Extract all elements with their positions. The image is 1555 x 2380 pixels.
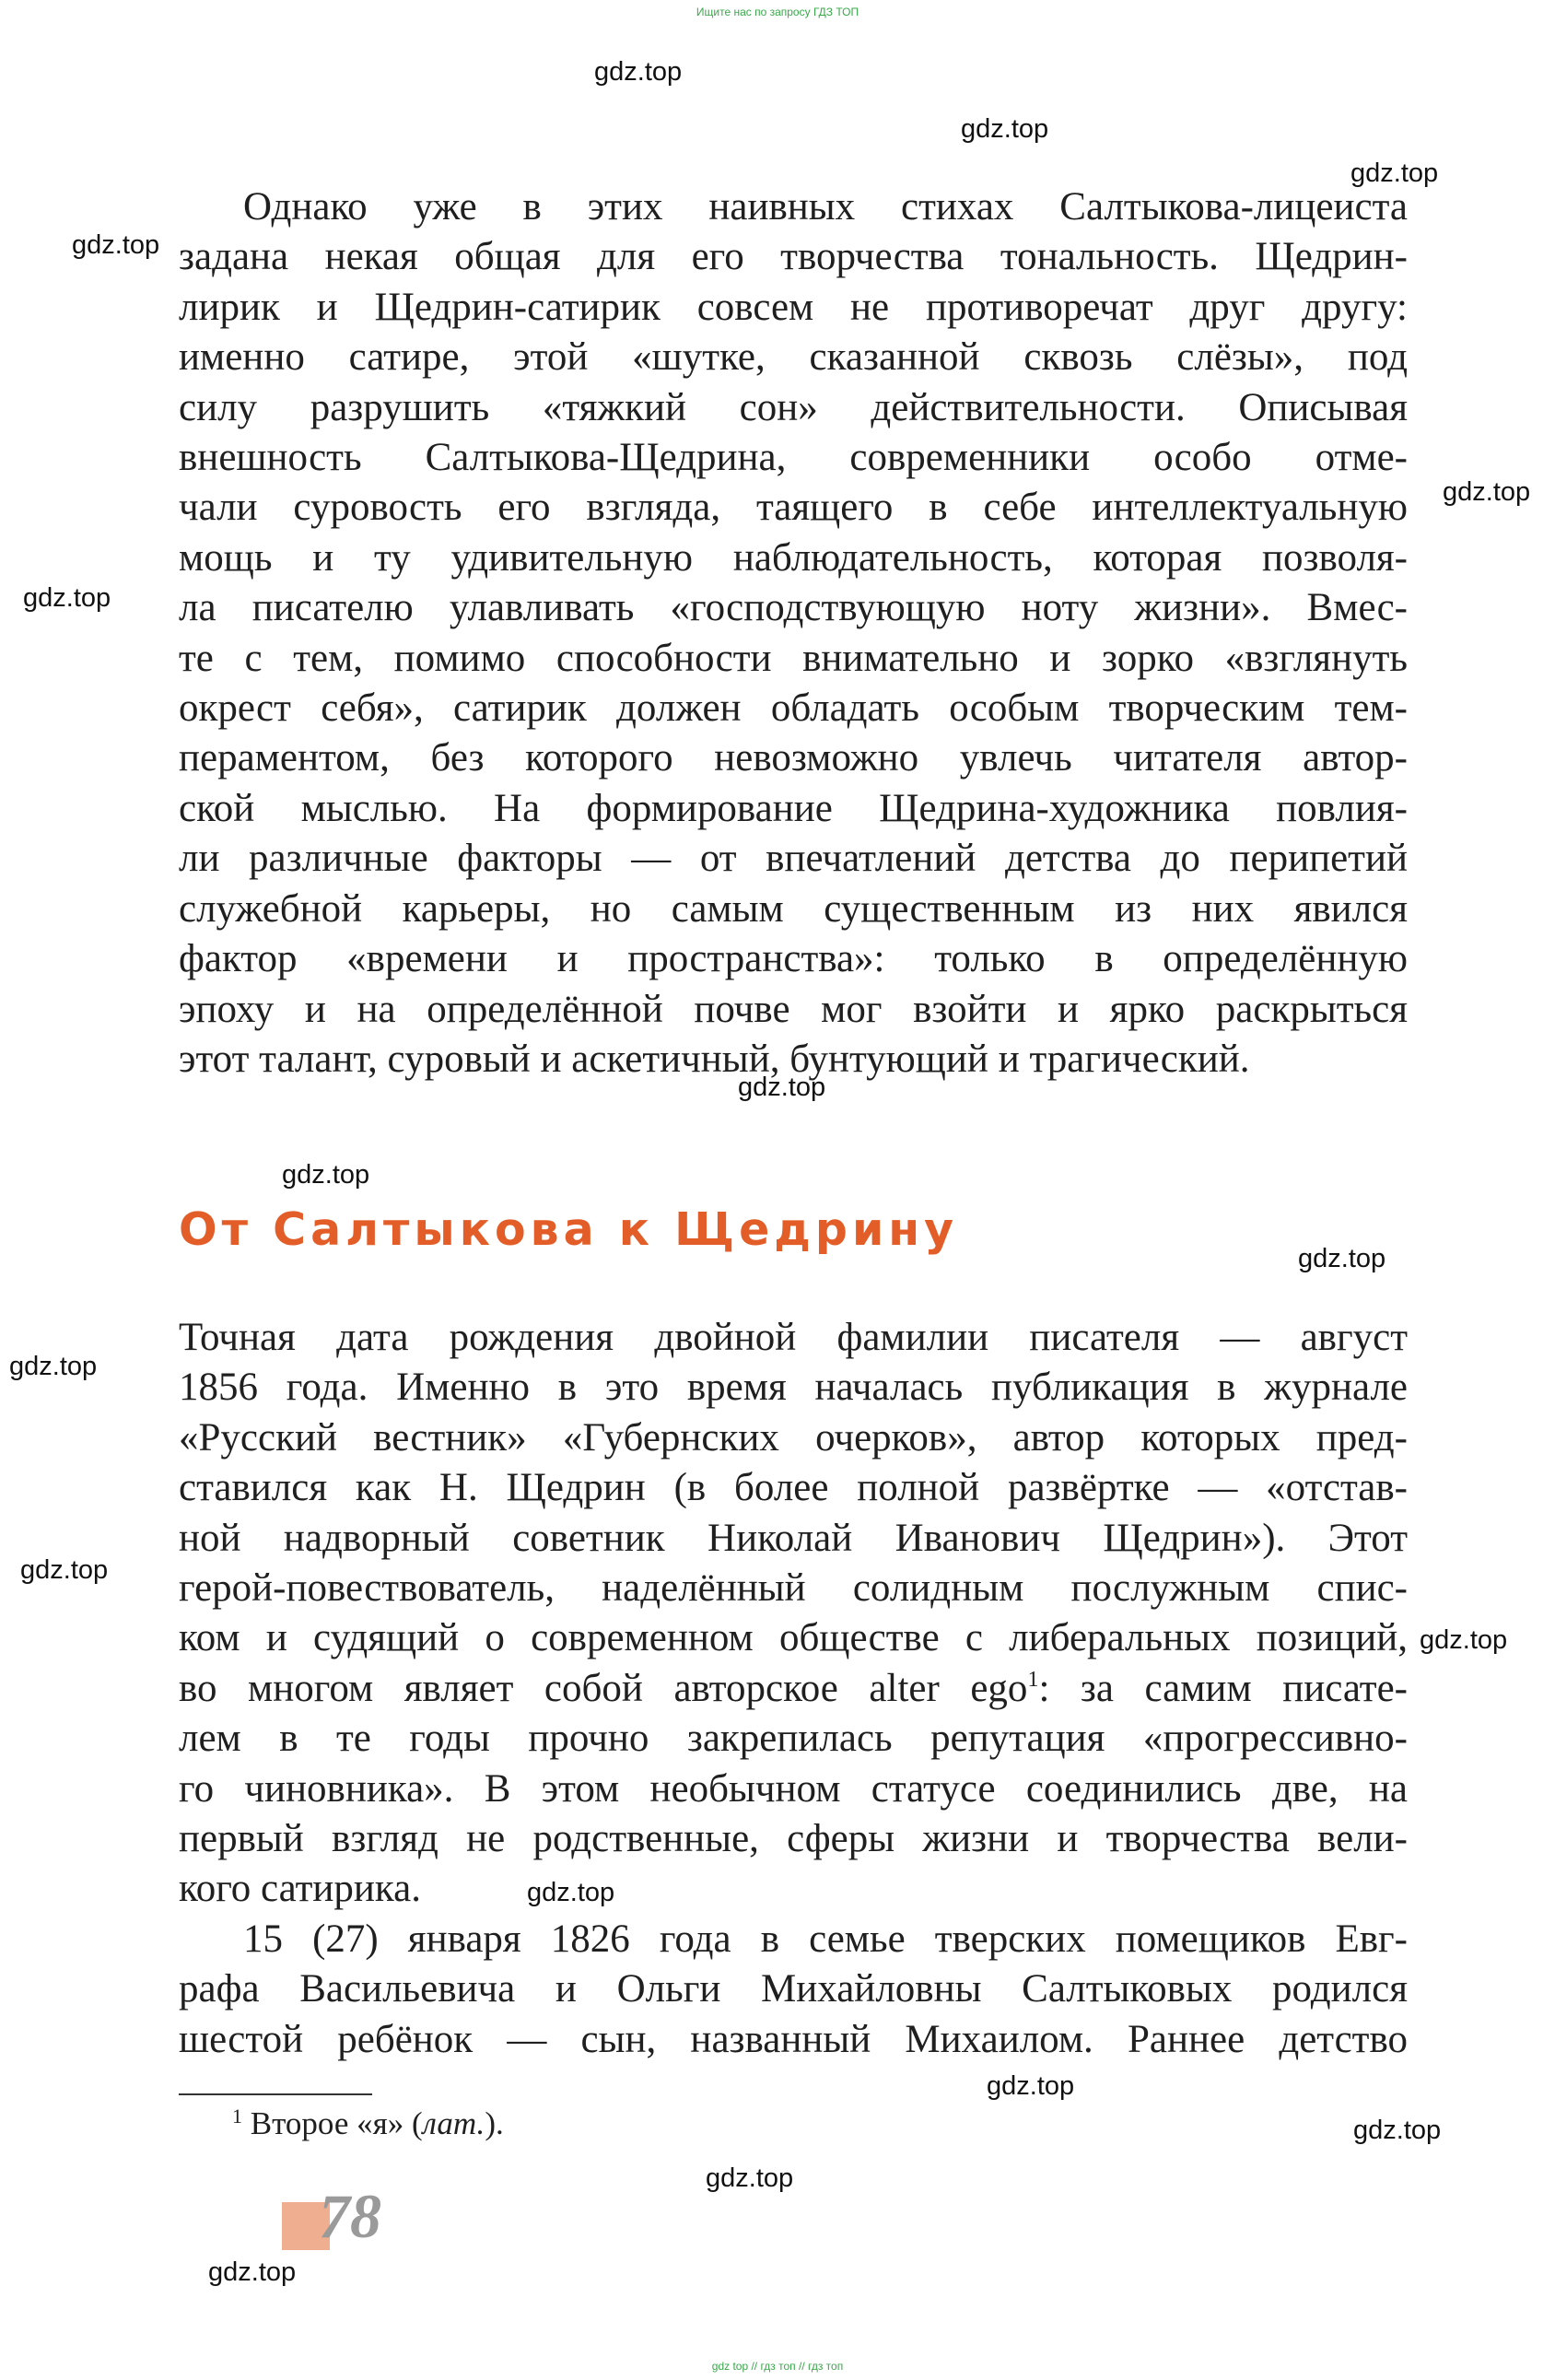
text-line: ной надворный советник Николай Иванович Щедрин»). Этот [179,1516,1408,1560]
text-line: пераментом, без которого невозможно увлечь читателя автор- [179,736,1408,780]
text-line: кого сатирика. [179,1867,421,1911]
watermark: gdz.top [594,57,683,87]
footnote-mark: 1 [232,2104,242,2128]
text-line [179,1664,1408,1714]
text-line: лирик и Щедрин-сатирик совсем не противоречат друг другу: [179,285,1408,329]
text-line: силу разрушить «тяжкий сон» действительности. Описывая [179,385,1408,429]
watermark: gdz.top [527,1878,615,1907]
text-line: «Русский вестник» «Губернских очерков», автор которых пред- [179,1415,1408,1460]
text-line: Однако уже в этих наивных стихах Салтыкова-лицеиста [243,185,1408,229]
watermark: gdz.top [1298,1244,1386,1273]
text-fragment: во многом являет собой авторское alter ego [179,1666,1028,1710]
text-line: внешность Салтыкова-Щедрина, современники особо отме- [179,436,1408,480]
text-line: рафа Васильевича и Ольги Михайловны Салтыковых родился [179,1967,1408,2011]
footnote [232,2104,504,2142]
text-line: 15 (27) января 1826 года в семье тверских помещиков Евг- [243,1917,1408,1961]
watermark: gdz.top [738,1073,826,1102]
footnote-text: Второе «я» ( [242,2105,423,2141]
text-line: ли различные факторы — от впечатлений детства до перипетий [179,837,1408,881]
watermark: gdz.top [706,2163,794,2193]
text-line: этот талант, суровый и аскетичный, бунтующий и трагический. [179,1037,1250,1081]
watermark: gdz.top [1443,477,1531,507]
text-fragment: : за самим писате- [1038,1666,1408,1710]
watermark: gdz.top [23,583,111,613]
watermark: gdz.top [282,1160,370,1190]
text-line: те с тем, помимо способности внимательно и зорко «взглянуть [179,636,1408,680]
text-line: герой-повествователь, наделённый солидным послужным спис- [179,1566,1408,1611]
text-line: окрест себя», сатирик должен обладать особым творческим тем- [179,686,1408,731]
paragraph-3 [179,1915,1408,2065]
text-line: ла писателю улавливать «господствующую ноту жизни». Вмес- [179,586,1408,630]
watermark: gdz.top [72,230,160,260]
watermark: gdz.top [1350,158,1439,188]
text-line: служебной карьеры, но самым существенным из них явился [179,886,1408,931]
paragraph-2 [179,1313,1408,1915]
text-line: эпоху и на определённой почве мог взойти и ярко раскрыться [179,987,1408,1031]
text-line: именно сатире, этой «шутке, сказанной сквозь слёзы», под [179,335,1408,380]
text-line: задана некая общая для его творчества тональность. Щедрин- [179,235,1408,279]
text-line: чали суровость его взгляда, таящего в себе интеллектуальную [179,486,1408,530]
watermark: gdz.top [961,114,1049,144]
text-line: шестой ребёнок — сын, названный Михаилом. Раннее детство [179,2017,1408,2061]
text-line: ской мыслью. На формирование Щедрина-художника повлия- [179,786,1408,830]
watermark: gdz.top [1353,2116,1442,2145]
text-line: ставился как Н. Щедрин (в более полной развёртке — «отстав- [179,1466,1408,1510]
text-line: лем в те годы прочно закрепилась репутация «прогрессивно- [179,1717,1408,1761]
watermark: gdz.top [1420,1625,1508,1655]
watermark: gdz.top [20,1555,109,1585]
watermark: gdz.top [987,2071,1075,2101]
footnote-reference[interactable]: 1 [1027,1667,1039,1692]
text-line: ком и судящий о современном обществе с либеральных позиций, [179,1616,1408,1660]
footnote-divider [179,2093,372,2095]
footnote-abbrev: лат. [422,2105,485,2141]
section-heading: От Салтыкова к Щедрину [179,1203,959,1256]
text-line: 1856 года. Именно в это время началась публикация в журнале [179,1366,1408,1410]
watermark: gdz.top [208,2257,297,2287]
text-line: Точная дата рождения двойной фамилии писателя — август [179,1316,1408,1359]
top-note: Ищите нас по запросу ГДЗ ТОП [696,6,859,18]
page-number: 78 [319,2181,381,2251]
footnote-end: ). [485,2105,504,2141]
text-line: мощь и ту удивительную наблюдательность, которая позволя- [179,535,1408,580]
paragraph-1 [179,182,1408,1084]
bottom-note: gdz top // гдз топ // гдз топ [711,2360,844,2373]
text-line: первый взгляд не родственные, сферы жизни и творчества вели- [179,1817,1408,1861]
text-line: го чиновника». В этом необычном статусе соединились две, на [179,1766,1408,1811]
watermark: gdz.top [9,1352,98,1381]
text-line: фактор «времени и пространства»: только в определённую [179,937,1408,981]
